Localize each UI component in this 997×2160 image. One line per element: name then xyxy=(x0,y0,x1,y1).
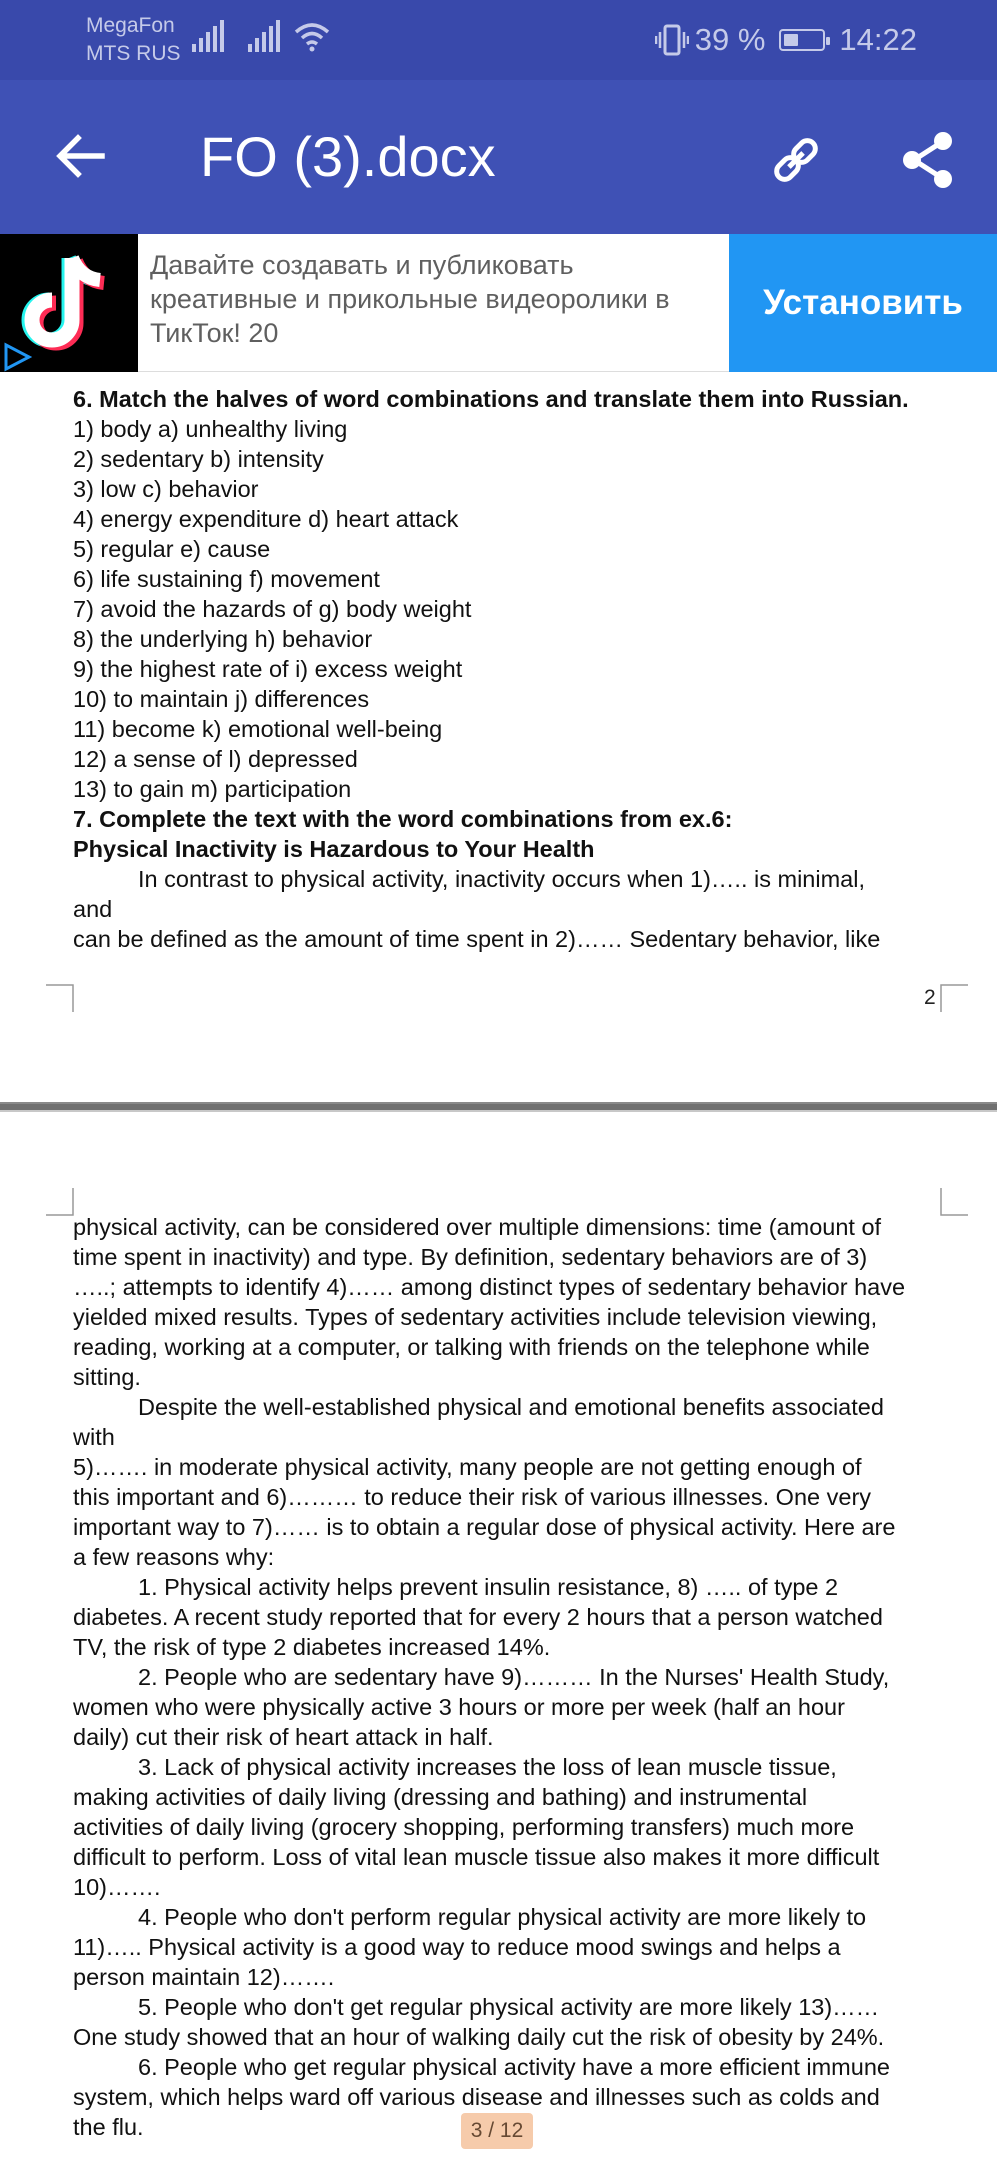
text-title: Physical Inactivity is Hazardous to Your Health xyxy=(73,836,595,862)
battery-icon xyxy=(779,29,825,51)
doc-line: 13) to gain m) participation xyxy=(73,776,352,802)
doc-line: One study showed that an hour of walking daily cut the risk of obesity by 24%. xyxy=(73,2024,885,2050)
document-page-3 xyxy=(0,1112,997,2160)
doc-line: the flu. xyxy=(73,2114,144,2140)
doc-line: 1) body a) unhealthy living xyxy=(73,416,348,442)
page-corner-mark xyxy=(940,1188,968,1216)
signal-2-icon xyxy=(246,18,282,54)
doc-line: 4. People who don't perform regular physical activity are more likely to xyxy=(138,1904,867,1930)
doc-line: 11)….. Physical activity is a good way to reduce mood swings and helps a xyxy=(73,1934,841,1960)
doc-line: 11) become k) emotional well-being xyxy=(73,716,443,742)
status-bar xyxy=(0,0,997,80)
doc-line: reading, working at a computer, or talking with friends on the telephone while xyxy=(73,1334,870,1360)
doc-line: 5. People who don't get regular physical activity are more likely 13)…… xyxy=(138,1994,880,2020)
install-button[interactable]: Установить xyxy=(729,234,997,372)
battery-percent: 39 % xyxy=(694,22,766,57)
doc-line: diabetes. A recent study reported that for every 2 hours that a person watched xyxy=(73,1604,883,1630)
doc-line: person maintain 12)……. xyxy=(73,1964,335,1990)
exercise-heading: 6. Match the halves of word combinations and translate them into Russian. xyxy=(73,386,909,412)
app-bar xyxy=(0,80,997,234)
document-title: FO (3).docx xyxy=(200,125,496,188)
doc-line: with xyxy=(73,1424,115,1450)
page-corner-mark xyxy=(940,984,968,1012)
doc-line: 1. Physical activity helps prevent insulin resistance, 8) ….. of type 2 xyxy=(138,1574,839,1600)
status-right xyxy=(655,18,917,62)
back-button[interactable] xyxy=(44,120,116,192)
doc-line: 5)……. in moderate physical activity, many people are not getting enough of xyxy=(73,1454,862,1480)
doc-line: difficult to perform. Loss of vital lean muscle tissue also makes it more difficult xyxy=(73,1844,880,1870)
doc-line: 2. People who are sedentary have 9)……… In the Nurses' Health Study, xyxy=(138,1664,890,1690)
doc-line: this important and 6)……… to reduce their risk of various illnesses. One very xyxy=(73,1484,872,1510)
doc-line: …..; attempts to identify 4)…… among distinct types of sedentary behavior have xyxy=(73,1274,906,1300)
ad-text-line: Давайте создавать и публиковать xyxy=(150,250,574,280)
page-corner-mark xyxy=(46,984,74,1012)
doc-line: 12) a sense of l) depressed xyxy=(73,746,358,772)
doc-line: 10)……. xyxy=(73,1874,161,1900)
page-indicator: 3 / 12 xyxy=(461,2113,533,2149)
doc-line: 6. People who get regular physical activity have a more efficient immune xyxy=(138,2054,890,2080)
clock: 14:22 xyxy=(839,22,917,57)
carrier-1: MegaFon xyxy=(86,14,175,37)
ad-banner[interactable] xyxy=(0,234,997,372)
page-number: 2 xyxy=(924,986,936,1009)
doc-line: In contrast to physical activity, inactivity occurs when 1)….. is minimal, xyxy=(138,866,865,892)
doc-line: a few reasons why: xyxy=(73,1544,275,1570)
doc-line: sitting. xyxy=(73,1364,141,1390)
doc-line: 4) energy expenditure d) heart attack xyxy=(73,506,459,532)
doc-line: 3) low c) behavior xyxy=(73,476,259,502)
doc-line: 2) sedentary b) intensity xyxy=(73,446,324,472)
doc-line: 8) the underlying h) behavior xyxy=(73,626,373,652)
doc-line: 10) to maintain j) differences xyxy=(73,686,370,712)
ad-text xyxy=(150,248,710,350)
doc-line: yielded mixed results. Types of sedentary activities include television viewing, xyxy=(73,1304,878,1330)
doc-line: Despite the well-established physical and emotional benefits associated xyxy=(138,1394,884,1420)
share-button[interactable] xyxy=(892,124,964,196)
doc-line: and xyxy=(73,896,113,922)
doc-line: TV, the risk of type 2 diabetes increased 14%. xyxy=(73,1634,551,1660)
doc-line: women who were physically active 3 hours or more per week (half an hour xyxy=(73,1694,845,1720)
doc-line: system, which helps ward off various disease and illnesses such as colds and xyxy=(73,2084,880,2110)
document-page-2 xyxy=(0,372,997,1102)
carrier-info xyxy=(86,12,181,68)
doc-line: daily) cut their risk of heart attack in half. xyxy=(73,1724,494,1750)
doc-line: 7) avoid the hazards of g) body weight xyxy=(73,596,472,622)
doc-line: making activities of daily living (dressing and bathing) and instrumental xyxy=(73,1784,808,1810)
doc-line: can be defined as the amount of time spent in 2)…… Sedentary behavior, like xyxy=(73,926,881,952)
link-icon xyxy=(768,132,824,188)
signal-icon xyxy=(190,18,226,54)
doc-line: 3. Lack of physical activity increases the loss of lean muscle tissue, xyxy=(138,1754,837,1780)
vibrate-icon xyxy=(655,23,689,57)
ad-text-line: ТикТок! 20 xyxy=(150,318,279,348)
carrier-2: MTS RUS xyxy=(86,42,181,65)
doc-line: time spent in inactivity) and type. By definition, sedentary behaviors are of 3) xyxy=(73,1244,868,1270)
doc-line: important way to 7)…… is to obtain a regular dose of physical activity. Here are xyxy=(73,1514,896,1540)
wifi-icon xyxy=(292,18,332,54)
share-icon xyxy=(898,130,958,190)
doc-line: activities of daily living (grocery shopping, performing transfers) much more xyxy=(73,1814,855,1840)
doc-line: physical activity, can be considered over multiple dimensions: time (amount of xyxy=(73,1214,882,1240)
ad-text-line: креативные и прикольные видеоролики в xyxy=(150,284,670,314)
link-button[interactable] xyxy=(760,124,832,196)
ad-choices-icon[interactable] xyxy=(2,342,32,372)
arrow-left-icon xyxy=(54,134,106,178)
page-corner-mark xyxy=(46,1188,74,1216)
doc-line: 5) regular e) cause xyxy=(73,536,271,562)
doc-line: 6) life sustaining f) movement xyxy=(73,566,380,592)
page-separator xyxy=(0,1102,997,1110)
exercise-heading: 7. Complete the text with the word combinations from ex.6: xyxy=(73,806,733,832)
doc-line: 9) the highest rate of i) excess weight xyxy=(73,656,463,682)
